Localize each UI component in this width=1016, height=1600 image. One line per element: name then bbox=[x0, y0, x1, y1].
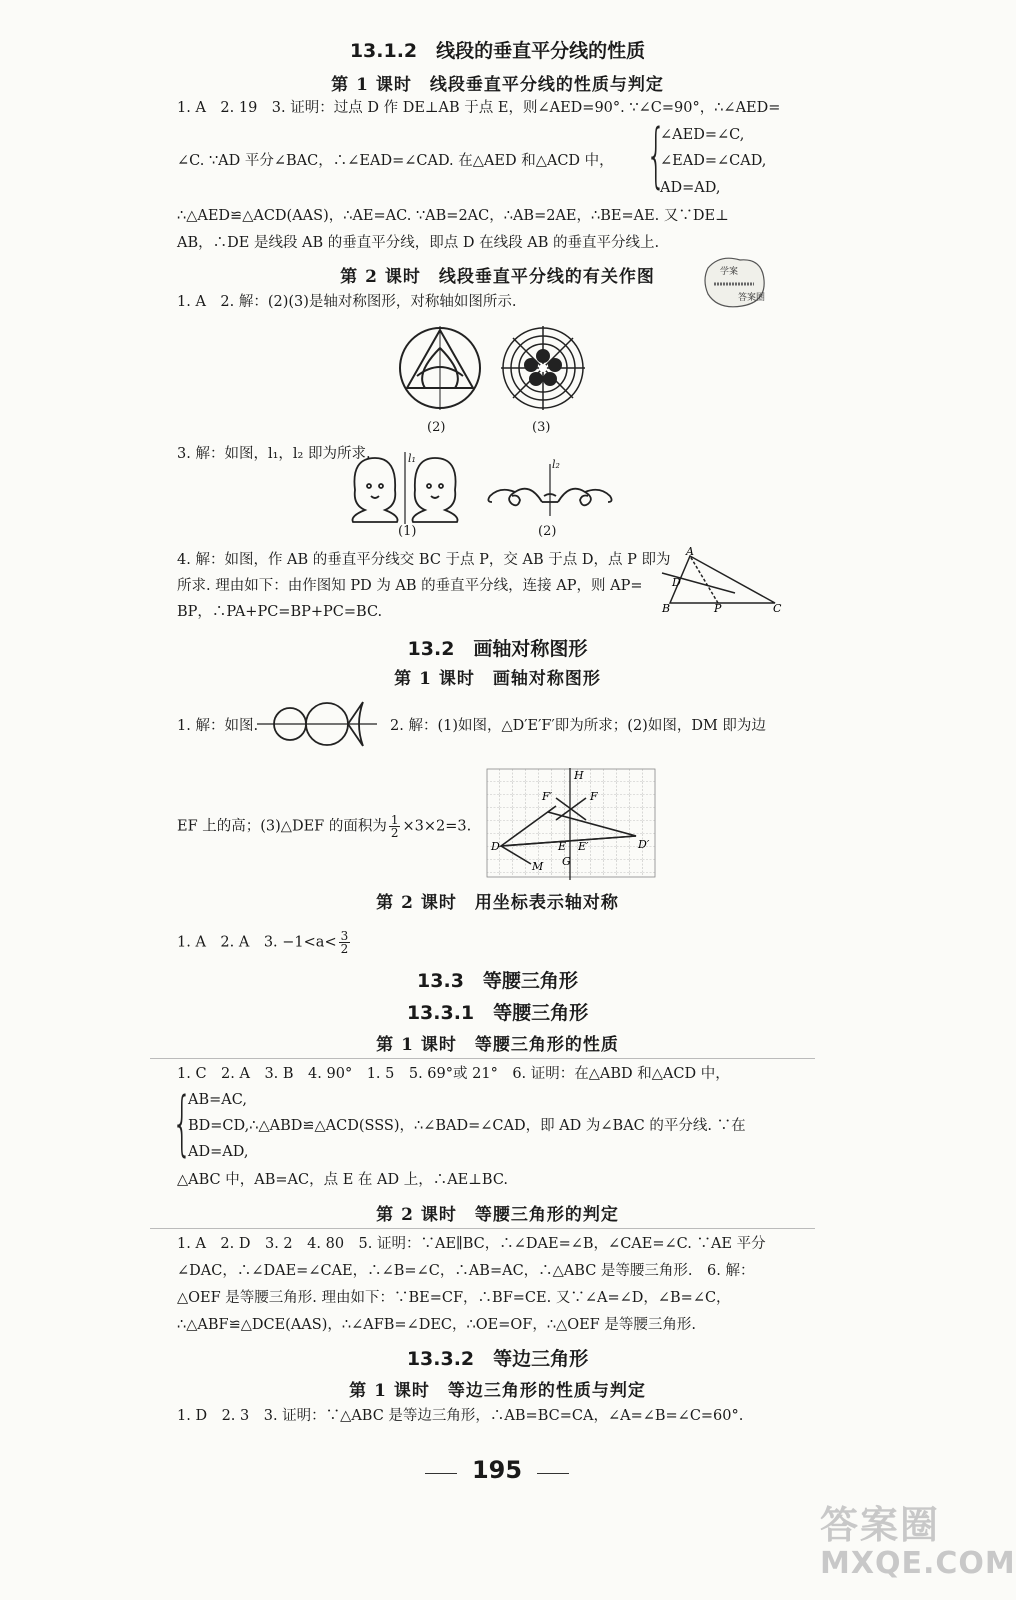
answer-line: ∠DAC，∴∠DAE=∠CAE，∴∠B=∠C，∴AB=AC，∴△ABC 是等腰三角形. 6. 解： bbox=[177, 1263, 755, 1279]
equation bbox=[188, 1116, 746, 1136]
answer-text: 1. A 2. A 3. −1<a< bbox=[177, 934, 337, 951]
point-label: B bbox=[662, 602, 671, 615]
answer-line: 4. 解：如图，作 AB 的垂直平分线交 BC 于点 P，交 AB 于点 D，点 P 即为 bbox=[177, 552, 671, 568]
point-label: C bbox=[773, 602, 782, 615]
answer-line: △ABC 中，AB=AC，点 E 在 AD 上，∴AE⊥BC. bbox=[177, 1172, 509, 1188]
answer-line: AB，∴DE 是线段 AB 的垂直平分线，即点 D 在线段 AB 的垂直平分线上. bbox=[177, 235, 660, 251]
point-label: D bbox=[672, 576, 681, 589]
axis-label: l₁ bbox=[408, 452, 416, 465]
section-title-13-2: 13.2 画轴对称图形 bbox=[407, 638, 588, 660]
equation-text: BD=CD, bbox=[188, 1118, 250, 1134]
point-label: M bbox=[532, 860, 544, 873]
answer-line: 2. 解：(1)如图，△D′E′F′即为所求；(2)如图，DM 即为边 bbox=[390, 718, 766, 734]
point-label: G bbox=[562, 855, 571, 868]
point-label: H bbox=[574, 769, 584, 782]
answer-line: ∴△ABF≌△DCE(AAS)，∴∠AFB=∠DEC，∴OE=OF，∴△OEF 是等腰三角形. bbox=[177, 1317, 696, 1333]
subsection-title-13-3-2: 13.3.2 等边三角形 bbox=[406, 1348, 589, 1370]
stamp-image bbox=[700, 252, 770, 312]
fraction-denominator: 2 bbox=[340, 942, 349, 956]
brace-icon: { bbox=[172, 1082, 193, 1164]
fish-figure bbox=[255, 696, 380, 752]
lesson-title-1: 第 1 课时 线段垂直平分线的性质与判定 bbox=[331, 75, 664, 95]
lesson-title-1: 第 1 课时 等腰三角形的性质 bbox=[376, 1035, 619, 1055]
ornament-figure bbox=[480, 462, 620, 517]
equation: AD=AD, bbox=[188, 1144, 249, 1160]
lesson-title-2: 第 2 课时 等腰三角形的判定 bbox=[376, 1205, 619, 1225]
answer-line: 1. 解：如图. bbox=[177, 718, 259, 734]
equation: ∠AED=∠C, bbox=[660, 127, 745, 143]
answer-line: 1. D 2. 3 3. 证明：∵△ABC 是等边三角形，∴AB=BC=CA，∠A=∠B=∠C=60°. bbox=[177, 1408, 744, 1424]
point-label: E bbox=[558, 840, 567, 853]
watermark-logo: 答案圈 bbox=[820, 1503, 941, 1547]
answer-line: BP，∴PA+PC=BP+PC=BC. bbox=[177, 604, 383, 620]
watermark-url: MXQE.COM bbox=[820, 1546, 1016, 1581]
section-title-13-3: 13.3 等腰三角形 bbox=[417, 970, 578, 992]
faces-figure bbox=[345, 450, 465, 525]
point-label: A bbox=[686, 545, 694, 558]
divider bbox=[150, 1228, 815, 1229]
figure-caption: (2) bbox=[538, 524, 557, 539]
fraction-denominator: 2 bbox=[390, 826, 399, 840]
fraction bbox=[389, 814, 401, 839]
lesson-title-2: 第 2 课时 用坐标表示轴对称 bbox=[376, 893, 619, 913]
lesson-title-1: 第 1 课时 画轴对称图形 bbox=[394, 669, 601, 689]
page-number: 195 bbox=[471, 1456, 523, 1484]
page-number-footer bbox=[397, 1456, 597, 1484]
footer-rule bbox=[425, 1473, 457, 1474]
equation: AD=AD, bbox=[660, 180, 721, 196]
point-label: P bbox=[714, 602, 722, 615]
answer-line: 1. A 2. D 3. 2 4. 80 5. 证明：∵AE∥BC，∴∠DAE=∠B，∠CAE=∠C. ∵AE 平分 bbox=[177, 1236, 766, 1252]
figure-caption: (2) bbox=[427, 420, 446, 435]
answer-text: ×3×2=3. bbox=[402, 818, 472, 835]
answer-line: △OEF 是等腰三角形. 理由如下：∵BE=CF，∴BF=CE. 又∵∠A=∠D，∠B=∠C， bbox=[177, 1290, 731, 1306]
point-label: E′ bbox=[578, 840, 589, 853]
answer-text: EF 上的高；(3)△DEF 的面积为 bbox=[177, 818, 387, 835]
answer-line: 3. 解：如图，l₁，l₂ 即为所求. bbox=[177, 446, 371, 462]
answer-line: 1. A 2. 解：(2)(3)是轴对称图形，对称轴如图所示. bbox=[177, 294, 517, 310]
fraction-numerator: 1 bbox=[390, 813, 399, 827]
stamp-text: 答案圈 bbox=[738, 293, 766, 303]
figure-caption: (3) bbox=[532, 420, 551, 435]
symmetric-figure-3 bbox=[498, 318, 588, 413]
symmetric-figure-2 bbox=[395, 318, 485, 413]
point-label: F′ bbox=[542, 790, 553, 803]
equation: AB=AC, bbox=[188, 1092, 247, 1108]
answer-line: 1. A 2. 19 3. 证明：过点 D 作 DE⊥AB 于点 E，则∠AED=90°. ∵∠C=90°，∴∠AED= bbox=[177, 100, 781, 116]
answer-line: ∠C. ∵AD 平分∠BAC，∴∠EAD=∠CAD. 在△AED 和△ACD 中， bbox=[177, 153, 614, 169]
triangle-figure bbox=[660, 545, 790, 615]
fraction-numerator: 3 bbox=[340, 929, 349, 943]
answer-line: 所求. 理由如下：由作图知 PD 为 AB 的垂直平分线，连接 AP，则 AP= bbox=[177, 578, 643, 594]
answer-line: ∴△AED≌△ACD(AAS)，∴AE=AC. ∵AB=2AC，∴AB=2AE，∴BE=AE. 又∵DE⊥ bbox=[177, 208, 729, 224]
lesson-title-1: 第 1 课时 等边三角形的性质与判定 bbox=[349, 1381, 646, 1401]
answer-text: ∴△ABD≌△ACD(SSS)，∴∠BAD=∠CAD，即 AD 为∠BAC 的平分线. ∵在 bbox=[249, 1118, 746, 1134]
point-label: D′ bbox=[638, 838, 650, 851]
point-label: D bbox=[491, 840, 500, 853]
fraction bbox=[339, 930, 351, 955]
answer-line bbox=[177, 814, 471, 839]
point-label: F bbox=[590, 790, 598, 803]
stamp-text: 学案 bbox=[720, 267, 739, 277]
brace-icon: { bbox=[646, 114, 667, 196]
figure-caption: (1) bbox=[398, 524, 417, 539]
section-title-13-1-2: 13.1.2 线段的垂直平分线的性质 bbox=[349, 40, 646, 62]
answer-line bbox=[177, 930, 352, 955]
divider bbox=[150, 1058, 815, 1059]
grid-figure bbox=[486, 768, 656, 880]
lesson-title-2: 第 2 课时 线段垂直平分线的有关作图 bbox=[340, 267, 655, 287]
axis-label: l₂ bbox=[552, 458, 560, 471]
subsection-title-13-3-1: 13.3.1 等腰三角形 bbox=[406, 1002, 589, 1024]
footer-rule bbox=[537, 1473, 569, 1474]
equation: ∠EAD=∠CAD, bbox=[660, 153, 767, 169]
answer-line: 1. C 2. A 3. B 4. 90° 1. 5 5. 69°或 21° 6. 证明：在△ABD 和△ACD 中， bbox=[177, 1066, 730, 1082]
